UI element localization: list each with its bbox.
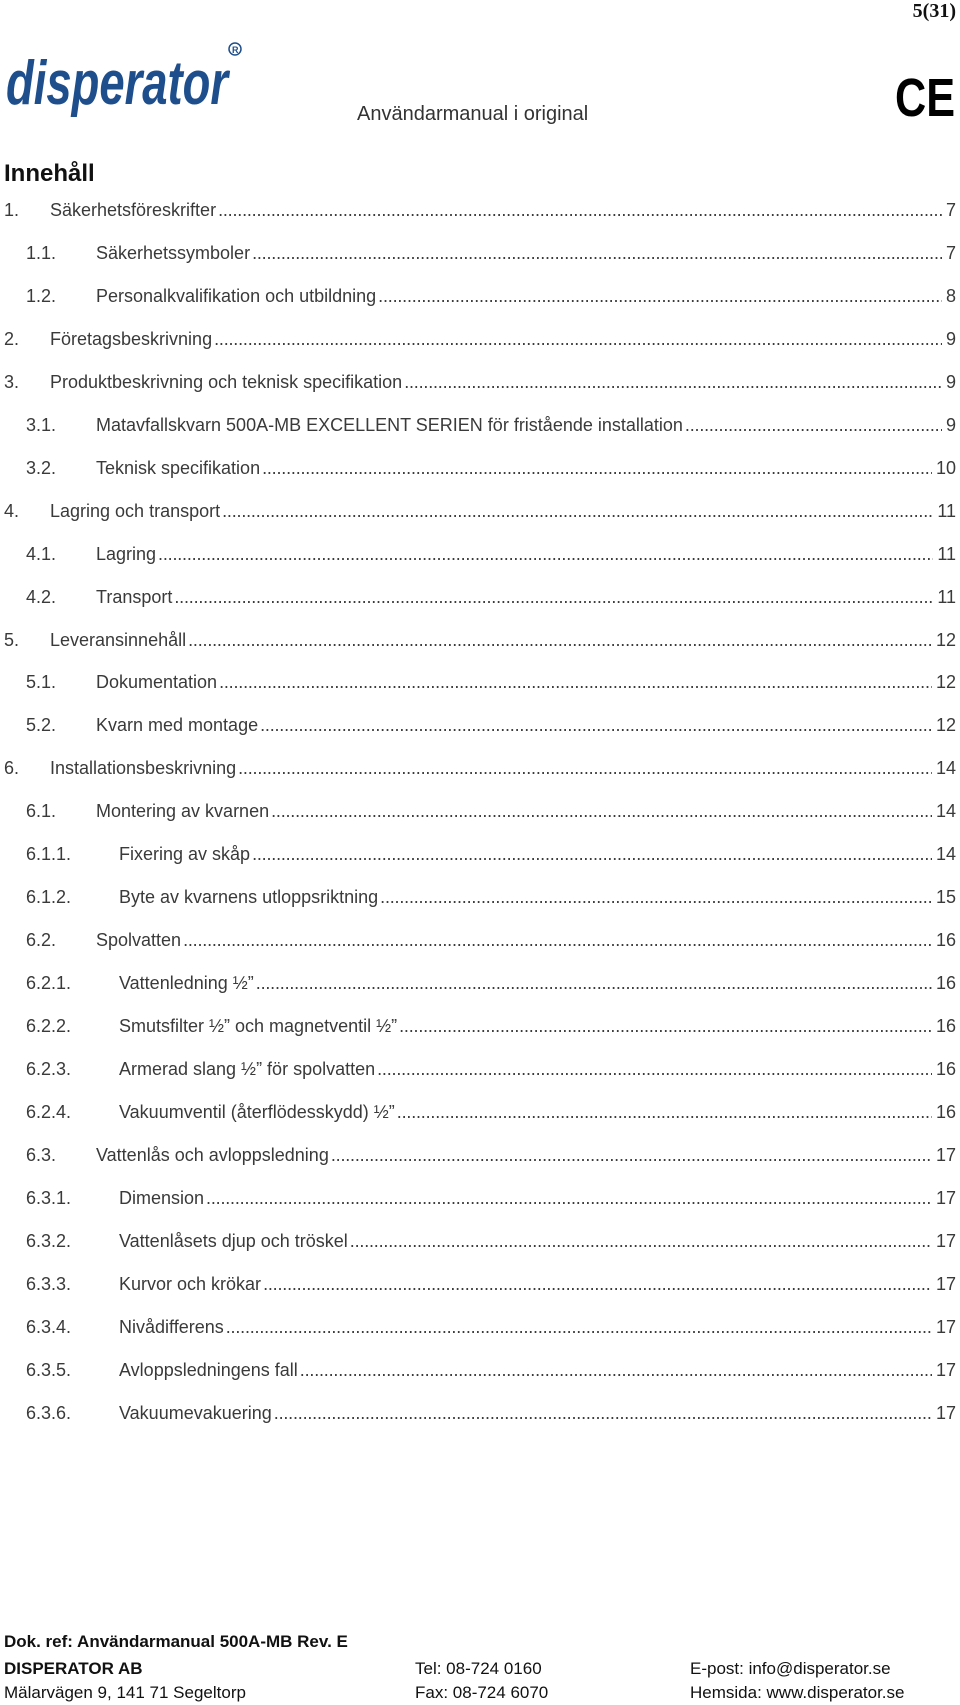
- toc-entry-line: [119, 841, 956, 867]
- toc-entry[interactable]: [0, 1142, 956, 1168]
- toc-entry-title: Avloppsledningens fall: [119, 1359, 298, 1380]
- toc-entry[interactable]: [0, 669, 956, 695]
- toc-entry[interactable]: [0, 369, 956, 395]
- toc-entry-title: Dimension: [119, 1187, 205, 1208]
- toc-entry[interactable]: [0, 798, 956, 824]
- toc-entry[interactable]: [0, 1357, 956, 1383]
- toc-entry-line: [96, 412, 956, 438]
- disperator-logo: [6, 38, 242, 124]
- toc-entry[interactable]: [0, 755, 956, 781]
- toc-entry[interactable]: [0, 1400, 956, 1426]
- toc-entry-page: 10: [935, 457, 956, 478]
- toc-entry-title: Vakuumevakuering: [119, 1402, 272, 1423]
- toc-entry-title: Vattenlåsets djup och tröskel: [119, 1230, 348, 1251]
- toc-entry-title: Lagring och transport: [50, 500, 221, 521]
- toc-dot-leader: [397, 1099, 932, 1125]
- toc-dot-leader: [219, 669, 932, 695]
- toc-entry-number: 1.: [4, 200, 20, 220]
- toc-dot-leader: [183, 927, 932, 953]
- toc-dot-leader: [399, 1013, 932, 1039]
- toc-entry-line: [50, 369, 956, 395]
- toc-dot-leader: [404, 369, 942, 395]
- toc-entry-title: Säkerhetsföreskrifter: [50, 200, 217, 220]
- footer-address: Mälarvägen 9, 141 71 Segeltorp: [4, 1683, 246, 1702]
- toc-entry[interactable]: [0, 584, 956, 610]
- toc-entry-line: [119, 1357, 956, 1383]
- toc-entry-number: 6.3.2.: [26, 1230, 72, 1251]
- toc-entry-number: 5.2.: [26, 715, 57, 736]
- toc-entry-page: 17: [935, 1359, 956, 1380]
- toc-entry-page: 9: [945, 414, 956, 435]
- footer-row-2: [4, 1683, 956, 1705]
- toc-entry-page: 11: [937, 500, 956, 521]
- toc-entry-title: Installationsbeskrivning: [50, 758, 237, 779]
- toc-dot-leader: [260, 712, 932, 738]
- toc-dot-leader: [378, 283, 942, 309]
- toc-entry-title: Produktbeskrivning och teknisk specifikation: [50, 371, 403, 392]
- toc-entry-line: [96, 669, 956, 695]
- toc-entry-line: [119, 1185, 956, 1211]
- toc-entry-line: [96, 712, 956, 738]
- toc-entry[interactable]: [0, 240, 956, 266]
- toc-entry-line: [119, 1056, 956, 1082]
- toc-entry-line: [50, 498, 956, 524]
- toc-entry-page: 12: [935, 629, 956, 650]
- toc-entry-number: 3.: [4, 371, 20, 392]
- toc-entry-title: Nivådifferens: [119, 1316, 224, 1337]
- toc-entry-line: [119, 884, 956, 910]
- toc-entry-line: [96, 283, 956, 309]
- logo-wordmark: disperator: [6, 49, 231, 118]
- toc-entry[interactable]: [0, 1228, 956, 1254]
- ce-mark-text: CE: [895, 70, 955, 122]
- toc-entry-line: [96, 927, 956, 953]
- toc-entry-number: 6.1.2.: [26, 887, 72, 908]
- toc-entry-page: 17: [935, 1316, 956, 1337]
- toc-entry-title: Kvarn med montage: [96, 715, 259, 736]
- toc-entry-title: Byte av kvarnens utloppsriktning: [119, 887, 379, 908]
- toc-entry-line: [50, 197, 956, 223]
- toc-dot-leader: [274, 1400, 932, 1426]
- toc-entry-line: [50, 326, 956, 352]
- toc-entry[interactable]: [0, 326, 956, 352]
- footer-company: DISPERATOR AB: [4, 1659, 143, 1678]
- toc-dot-leader: [331, 1142, 932, 1168]
- toc-entry[interactable]: [0, 412, 956, 438]
- toc-entry-number: 5.: [4, 629, 20, 650]
- registered-mark-glyph: R: [232, 45, 239, 55]
- toc-entry-title: Företagsbeskrivning: [50, 328, 213, 349]
- toc-entry-line: [119, 1013, 956, 1039]
- toc-entry-page: 14: [935, 758, 956, 779]
- toc-entry-line: [96, 240, 956, 266]
- toc-entry[interactable]: [0, 712, 956, 738]
- toc-entry-line: [50, 627, 956, 653]
- toc-entry-page: 14: [935, 844, 956, 865]
- toc-entry-line: [96, 798, 956, 824]
- toc-dot-leader: [158, 541, 933, 567]
- toc-entry-page: 9: [945, 328, 956, 349]
- page-number: 5(31): [912, 0, 956, 22]
- toc-entry[interactable]: [0, 197, 956, 223]
- toc-entry-title: Leveransinnehåll: [50, 629, 187, 650]
- toc-entry-number: 2.: [4, 328, 20, 349]
- toc-entry[interactable]: [0, 1185, 956, 1211]
- toc-dot-leader: [214, 326, 942, 352]
- toc-entry[interactable]: [0, 541, 956, 567]
- toc-entry-page: 17: [935, 1273, 956, 1294]
- toc-entry-number: 6.2.3.: [26, 1059, 72, 1079]
- toc-entry-number: 6.3.5.: [26, 1359, 72, 1380]
- toc-entry-title: Säkerhetssymboler: [96, 242, 251, 263]
- toc-entry[interactable]: [0, 283, 956, 309]
- toc-entry-page: 12: [935, 672, 956, 693]
- toc-entry-line: [119, 1271, 956, 1297]
- toc-entry-page: 11: [937, 586, 956, 607]
- toc-entry-page: 17: [935, 1144, 956, 1165]
- footer-tel: Tel: 08-724 0160: [415, 1659, 542, 1678]
- toc-dot-leader: [252, 841, 932, 867]
- toc-entry-page: 12: [935, 715, 956, 736]
- toc-entry-title: Fixering av skåp: [119, 844, 251, 865]
- toc-entry-line: [96, 1142, 956, 1168]
- footer-row-1: [4, 1659, 956, 1683]
- toc-dot-leader: [377, 1056, 932, 1082]
- toc-entry-title: Montering av kvarnen: [96, 801, 270, 822]
- toc-entry-title: Vattenledning ½”: [119, 973, 254, 994]
- toc-entry[interactable]: [0, 841, 956, 867]
- toc-entry-page: 16: [935, 1101, 956, 1122]
- toc-entry-number: 3.2.: [26, 457, 57, 478]
- toc-entry[interactable]: [0, 1314, 956, 1340]
- toc-entry-number: 5.1.: [26, 672, 57, 693]
- manual-subtitle: Användarmanual i original: [357, 103, 589, 125]
- toc-entry-page: 9: [945, 371, 956, 392]
- toc-entry[interactable]: [0, 1099, 956, 1125]
- toc-entry-number: 6.3.4.: [26, 1316, 72, 1337]
- toc-entry-title: Smutsfilter ½” och magnetventil ½”: [119, 1016, 398, 1037]
- toc-entry-page: 8: [945, 285, 956, 306]
- footer-doc-ref: Dok. ref: Användarmanual 500A-MB Rev. E: [4, 1632, 348, 1651]
- toc-entry[interactable]: [0, 1056, 956, 1082]
- toc-dot-leader: [174, 584, 933, 610]
- toc-entry-page: 17: [935, 1402, 956, 1423]
- toc-entry-number: 6.2.4.: [26, 1101, 72, 1122]
- toc-entry-page: 16: [935, 930, 956, 951]
- toc-entry-page: 7: [945, 200, 956, 220]
- toc-dot-leader: [188, 627, 932, 653]
- footer-email[interactable]: E-post: info@disperator.se: [690, 1659, 891, 1678]
- toc-entry[interactable]: [0, 1013, 956, 1039]
- toc-dot-leader: [685, 412, 942, 438]
- toc-entry-title: Teknisk specifikation: [96, 457, 261, 478]
- toc-dot-leader: [380, 884, 932, 910]
- toc-entry-line: [119, 970, 956, 996]
- toc-entry-number: 1.1.: [26, 242, 57, 263]
- toc-entry-number: 6.2.1.: [26, 973, 72, 994]
- toc-entry-title: Vakuumventil (återflödesskydd) ½”: [119, 1101, 395, 1122]
- toc-dot-leader: [238, 755, 932, 781]
- toc-entry-number: 6.2.: [26, 930, 57, 951]
- toc-entry-line: [96, 584, 956, 610]
- toc-dot-leader: [263, 1271, 932, 1297]
- toc-entry-number: 6.3.1.: [26, 1187, 72, 1208]
- toc-entry-number: 4.1.: [26, 543, 57, 564]
- toc-dot-leader: [271, 798, 932, 824]
- toc-entry-number: 4.2.: [26, 586, 57, 607]
- footer-fax: Fax: 08-724 6070: [415, 1683, 549, 1702]
- toc-entry-line: [119, 1400, 956, 1426]
- toc-dot-leader: [350, 1228, 932, 1254]
- toc-entry-title: Spolvatten: [96, 930, 182, 951]
- toc-entry-line: [119, 1228, 956, 1254]
- toc-entry-title: Dokumentation: [96, 672, 218, 693]
- toc-entry-line: [50, 755, 956, 781]
- toc-entry-number: 6.1.: [26, 801, 57, 822]
- toc-entry-title: Vattenlås och avloppsledning: [96, 1144, 329, 1165]
- toc-dot-leader: [256, 970, 932, 996]
- toc-entry-number: 6.3.3.: [26, 1273, 72, 1294]
- toc-entry-number: 3.1.: [26, 414, 57, 435]
- toc-heading: Innehåll: [4, 160, 95, 187]
- toc-entry-number: 6.3.: [26, 1144, 57, 1165]
- toc-entry-page: 16: [935, 1016, 956, 1037]
- toc-entry[interactable]: [0, 927, 956, 953]
- toc-entry-title: Personalkvalifikation och utbildning: [96, 285, 377, 306]
- toc-entry-number: 1.2.: [26, 285, 57, 306]
- toc-entry[interactable]: [0, 1271, 956, 1297]
- toc-entry-line: [119, 1314, 956, 1340]
- toc-entry-title: Kurvor och krökar: [119, 1273, 262, 1294]
- toc-entry-title: Lagring: [96, 543, 157, 564]
- toc-entry-page: 7: [945, 242, 956, 263]
- toc-dot-leader: [218, 197, 942, 223]
- toc-entry-title: Transport: [96, 586, 173, 607]
- toc-entry-line: [119, 1099, 956, 1125]
- toc-entry-page: 17: [935, 1230, 956, 1251]
- toc-dot-leader: [262, 455, 932, 481]
- toc-entry-number: 6.1.1.: [26, 844, 72, 865]
- toc-entry[interactable]: [0, 498, 956, 524]
- toc-dot-leader: [226, 1314, 932, 1340]
- toc-entry-page: 16: [935, 973, 956, 994]
- ce-mark-icon: [895, 70, 957, 122]
- toc-dot-leader: [300, 1357, 932, 1383]
- toc-entry[interactable]: [0, 627, 956, 653]
- toc-dot-leader: [252, 240, 942, 266]
- toc-entry-title: Armerad slang ½” för spolvatten: [119, 1059, 376, 1079]
- toc-entry-page: 16: [935, 1059, 956, 1079]
- toc-entry-number: 4.: [4, 500, 20, 521]
- toc-entry-title: Matavfallskvarn 500A-MB EXCELLENT SERIEN för fristående installation: [96, 414, 683, 435]
- toc-dot-leader: [222, 498, 933, 524]
- toc-entry-page: 15: [935, 887, 956, 908]
- toc-entry[interactable]: [0, 455, 956, 481]
- toc-entry-page: 11: [937, 543, 956, 564]
- toc-dot-leader: [206, 1185, 932, 1211]
- toc-entry-number: 6.2.2.: [26, 1016, 72, 1037]
- footer-website[interactable]: Hemsida: www.disperator.se: [690, 1683, 905, 1702]
- toc-entry-line: [96, 455, 956, 481]
- toc-entry[interactable]: [0, 970, 956, 996]
- toc-entry-page: 14: [935, 801, 956, 822]
- toc-entry-page: 17: [935, 1187, 956, 1208]
- toc-entry-number: 6.3.6.: [26, 1402, 72, 1423]
- toc-entry-number: 6.: [4, 758, 20, 779]
- toc-entry-line: [96, 541, 956, 567]
- toc-entry[interactable]: [0, 884, 956, 910]
